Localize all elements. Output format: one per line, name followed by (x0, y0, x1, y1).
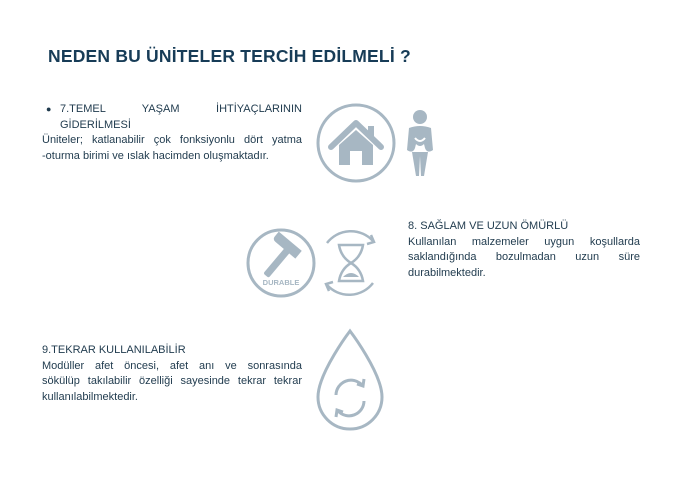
section-basic-needs (42, 102, 302, 164)
body-line: durabilmektedir. (408, 266, 486, 279)
body-line: -oturma birimi ve ıslak hacimden oluşmaktadır. (42, 149, 269, 162)
section-durable (408, 219, 640, 281)
page-title: NEDEN BU ÜNİTELER TERCİH EDİLMELİ ? (48, 46, 411, 66)
house-icon (315, 102, 397, 184)
section-reusable (42, 343, 302, 405)
heading-line: 7.TEMEL YAŞAM İHTİYAÇLARININ (60, 103, 302, 115)
bullet-icon: ● (46, 104, 52, 114)
section-heading: 9.TEKRAR KULLANILABİLİR (42, 344, 186, 356)
restroom-person-icon (403, 108, 437, 178)
body-line: saklandığında bozulmadan uzun süre (408, 251, 640, 263)
recycle-drop-icon (312, 327, 388, 435)
section-heading: 8. SAĞLAM VE UZUN ÖMÜRLÜ (408, 220, 569, 232)
body-line: Üniteler; katlanabilir çok fonksiyonlu dört yatma (42, 134, 302, 146)
hourglass-cycle-icon (313, 225, 387, 301)
body-line: Modüller afet öncesi, afet anı ve sonrasında (42, 359, 302, 372)
body-line: sökülüp takılabilir özelliği sayesinde tekrar tekrar (42, 375, 302, 387)
section-heading (42, 102, 302, 133)
hammer-icon (245, 227, 317, 299)
body-line: kullanılabilmektedir. (42, 390, 138, 403)
body-line: Kullanılan malzemeler uygun koşullarda (408, 235, 640, 248)
durable-label: DURABLE (262, 278, 300, 287)
heading-line: GİDERİLMESİ (60, 118, 131, 131)
